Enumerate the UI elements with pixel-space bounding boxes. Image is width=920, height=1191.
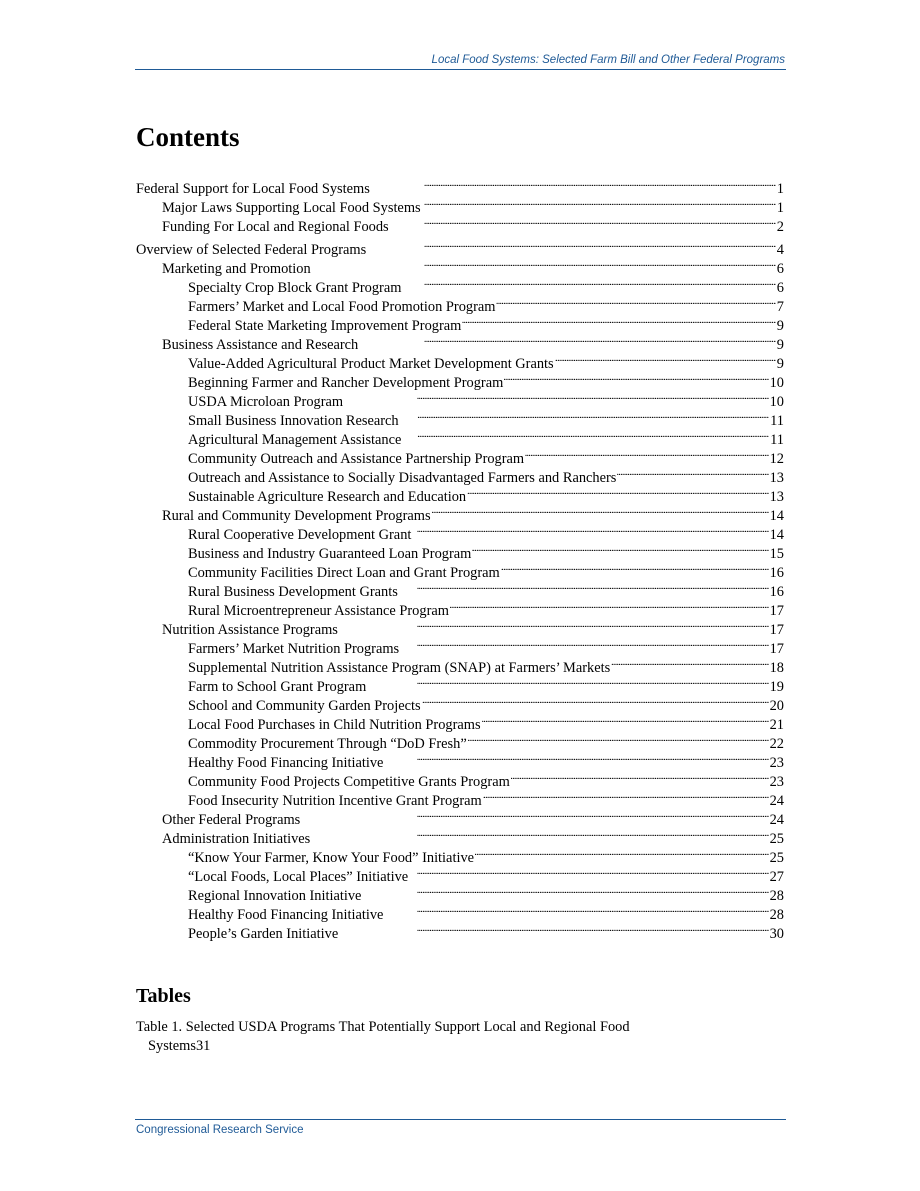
toc-entry-label: Administration Initiatives (162, 830, 311, 847)
dot-leader (390, 212, 776, 231)
contents-title: Contents (136, 122, 240, 152)
header-rule (135, 69, 786, 70)
footer-rule (135, 1119, 786, 1120)
running-header: Local Food Systems: Selected Farm Bill and Other Federal Programs (431, 54, 785, 66)
toc-entry-page: 24 (769, 792, 784, 809)
dot-leader (482, 710, 769, 729)
toc-entry-page: 9 (776, 355, 784, 372)
toc-entry-label: Rural and Community Development Programs (162, 507, 431, 524)
toc-entry-label: Value-Added Agricultural Product Market Development Grants (188, 355, 554, 372)
toc-table-label-line2: Systems (148, 1038, 196, 1054)
toc-entry-label: School and Community Garden Projects (188, 697, 421, 714)
toc-table-label-line1: Table 1. Selected USDA Programs That Potentially Support Local and Regional Food (136, 1019, 630, 1035)
tables-title: Tables (136, 985, 191, 1007)
toc-entry-label: Other Federal Programs (162, 811, 301, 828)
dot-leader (384, 900, 768, 919)
toc-entry-label: Marketing and Promotion (162, 260, 311, 277)
dot-leader (468, 729, 769, 748)
dot-leader (400, 406, 770, 425)
toc-entry-label: Commodity Procurement Through “DoD Fresh” (188, 735, 467, 752)
toc-entry-label: Community Outreach and Assistance Partnership Program (188, 450, 525, 467)
toc-entry-page: 25 (769, 849, 784, 866)
toc-entry-page: 17 (769, 621, 784, 638)
dot-leader (496, 292, 775, 311)
dot-leader (311, 824, 768, 843)
toc-entry-label: Outreach and Assistance to Socially Disadvantaged Farmers and Ranchers (188, 469, 617, 486)
dot-leader (525, 444, 768, 463)
toc-entry-page: 28 (769, 906, 784, 923)
toc-entry-page: 24 (769, 811, 784, 828)
toc-entry-page: 1 (776, 200, 784, 216)
dot-leader (409, 862, 768, 881)
toc-entry-label: “Know Your Farmer, Know Your Food” Initiative (188, 849, 475, 866)
toc-entry-page: 6 (776, 279, 784, 296)
toc-table-entry[interactable] (136, 1018, 784, 1056)
toc-entry-page: 10 (769, 393, 784, 410)
dot-leader (472, 539, 768, 558)
dot-leader (483, 786, 769, 805)
toc-entry-page: 17 (769, 602, 784, 619)
toc-entry-page: 28 (769, 887, 784, 904)
dot-leader (384, 748, 768, 767)
dot-leader (402, 273, 775, 292)
toc-entry-page: 25 (769, 830, 784, 847)
toc-entry-label: Local Food Purchases in Child Nutrition Programs (188, 716, 481, 733)
toc-entry-page: 23 (769, 754, 784, 771)
toc-entry-label: People’s Garden Initiative (188, 925, 339, 942)
toc-entry-page: 9 (776, 317, 784, 334)
toc-entry-label: Healthy Food Financing Initiative (188, 906, 384, 923)
toc-entry-page: 23 (769, 773, 784, 790)
toc-entry-label: Small Business Innovation Research (188, 412, 399, 429)
toc-entry-label: Funding For Local and Regional Foods (162, 219, 389, 235)
dot-leader (511, 767, 769, 786)
dot-leader (617, 463, 768, 482)
toc-entry-page: 2 (776, 219, 784, 235)
dot-leader (399, 577, 769, 596)
toc-entry-label: Food Insecurity Nutrition Incentive Grant Program (188, 792, 482, 809)
toc-entry-page: 4 (776, 241, 784, 258)
toc-entry-label: Rural Cooperative Development Grant (188, 526, 412, 543)
dot-leader (371, 174, 776, 193)
dot-leader (462, 311, 775, 330)
dot-leader (504, 368, 768, 387)
dot-leader (367, 235, 776, 254)
toc-entry-label: “Local Foods, Local Places” Initiative (188, 868, 409, 885)
toc-entry-label: Farm to School Grant Program (188, 678, 367, 695)
toc-entry-label: Nutrition Assistance Programs (162, 621, 338, 638)
dot-leader (475, 843, 769, 862)
toc-entry-label: Community Facilities Direct Loan and Grant Program (188, 564, 500, 581)
toc-entry-label: Federal State Marketing Improvement Program (188, 317, 462, 334)
toc-entry-page: 16 (769, 583, 784, 600)
table-of-contents (136, 174, 784, 942)
toc-entry-page: 21 (769, 716, 784, 733)
toc-entry-label: USDA Microloan Program (188, 393, 344, 410)
dot-leader (432, 501, 769, 520)
toc-entry-page: 11 (770, 412, 784, 429)
toc-entry-page: 1 (776, 181, 784, 197)
toc-entry-page: 9 (776, 336, 784, 353)
toc-entry-label: Agricultural Management Assistance (188, 431, 402, 448)
dot-leader (312, 254, 776, 273)
dot-leader (611, 653, 768, 672)
toc-entry-label: Rural Business Development Grants (188, 583, 398, 600)
dot-leader (362, 881, 768, 900)
toc-entry-page: 30 (769, 925, 784, 942)
toc-entry-page: 16 (769, 564, 784, 581)
dot-leader (367, 672, 768, 691)
toc-entry-page: 20 (769, 697, 784, 714)
toc-entry-page: 18 (769, 659, 784, 676)
toc-entry-page: 15 (769, 545, 784, 562)
dot-leader (412, 520, 768, 539)
toc-entry-label: Specialty Crop Block Grant Program (188, 279, 402, 296)
dot-leader (339, 919, 768, 938)
toc-entry-page: 12 (769, 450, 784, 467)
toc-entry-page: 6 (776, 260, 784, 277)
toc-entry-page: 22 (769, 735, 784, 752)
dot-leader (450, 596, 769, 615)
toc-table-page: 31 (195, 1038, 211, 1054)
dot-leader (301, 805, 768, 824)
toc-entry-label: Farmers’ Market Nutrition Programs (188, 640, 400, 657)
toc-entry-label: Healthy Food Financing Initiative (188, 754, 384, 771)
toc-entry-label: Beginning Farmer and Rancher Development Program (188, 374, 504, 391)
toc-entry-page: 13 (769, 488, 784, 505)
toc-entry-page: 14 (769, 526, 784, 543)
toc-entry-label: Federal Support for Local Food Systems (136, 181, 370, 197)
toc-entry-label: Supplemental Nutrition Assistance Program (SNAP) at Farmers’ Markets (188, 659, 611, 676)
toc-entry-label: Farmers’ Market and Local Food Promotion Program (188, 298, 496, 315)
dot-leader (501, 558, 769, 577)
dot-leader (422, 691, 769, 710)
toc-entry-label: Regional Innovation Initiative (188, 887, 362, 904)
dot-leader (344, 387, 769, 406)
dot-leader (359, 330, 776, 349)
footer-text: Congressional Research Service (136, 1124, 304, 1136)
dot-leader (467, 482, 768, 501)
toc-entry-page: 11 (770, 431, 784, 448)
toc-entry-label: Business and Industry Guaranteed Loan Program (188, 545, 472, 562)
toc-entry[interactable] (136, 235, 784, 258)
toc-entry-label: Sustainable Agriculture Research and Education (188, 488, 467, 505)
toc-entry-page: 27 (769, 868, 784, 885)
dot-leader (422, 193, 776, 212)
dot-leader (555, 349, 776, 368)
dot-leader (400, 634, 768, 653)
toc-entry-label: Business Assistance and Research (162, 336, 359, 353)
toc-entry-page: 19 (769, 678, 784, 695)
toc-entry[interactable] (136, 174, 784, 197)
dot-leader (402, 425, 769, 444)
toc-entry-page: 7 (776, 298, 784, 315)
toc-entry-page: 13 (769, 469, 784, 486)
toc-entry-label: Overview of Selected Federal Programs (136, 241, 367, 258)
toc-entry-label: Community Food Projects Competitive Grants Program (188, 773, 510, 790)
toc-entry-page: 17 (769, 640, 784, 657)
toc-entry-page: 14 (769, 507, 784, 524)
dot-leader (339, 615, 769, 634)
toc-entry-label: Major Laws Supporting Local Food Systems (162, 200, 421, 216)
toc-entry-page: 10 (769, 374, 784, 391)
toc-entry-label: Rural Microentrepreneur Assistance Program (188, 602, 449, 619)
